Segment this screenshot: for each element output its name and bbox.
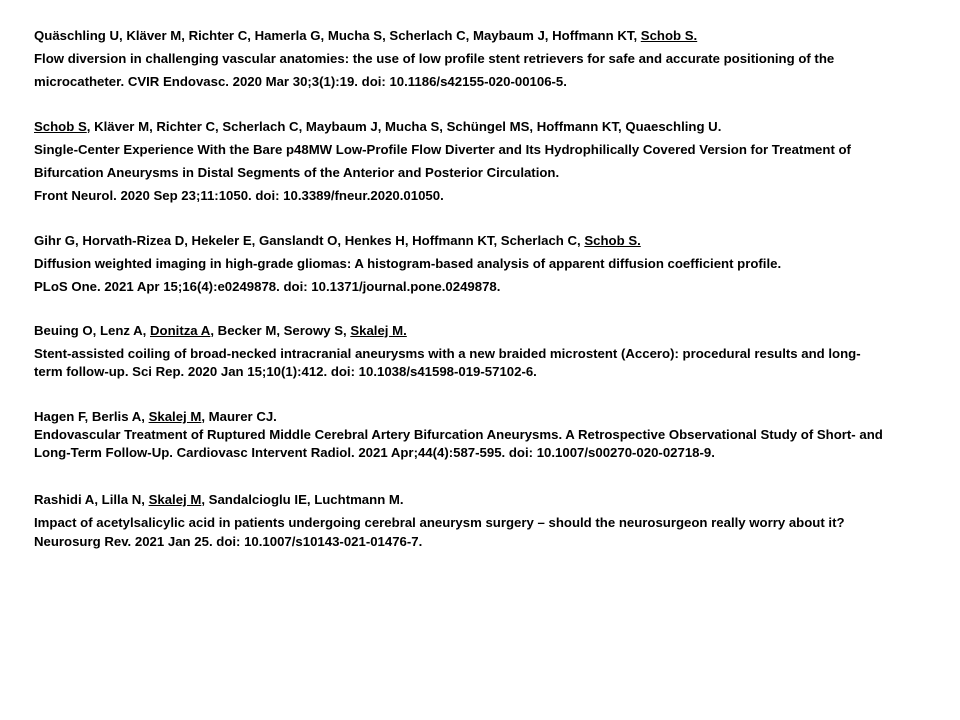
authors-text: Quäschling U, Kläver M, Richter C, Hamerla G, Mucha S, Scherlach C, Maybaum J, Hoffmann KT, [34, 28, 641, 43]
reference-authors [34, 490, 939, 510]
reference-item-2 [34, 115, 939, 207]
reference-title: Flow diversion in challenging vascular anatomies: the use of low profile stent retrievers for safe and accurate positioning of the [34, 51, 835, 66]
reference-title: Diffusion weighted imaging in high-grade gliomas: A histogram-based analysis of apparent diffusion coefficient profile. [34, 256, 782, 271]
authors-text: , Kläver M, Richter C, Scherlach C, Maybaum J, Mucha S, Schüngel MS, Hoffmann KT, Quaeschling U. [86, 119, 722, 134]
reference-item-5 [34, 408, 939, 462]
reference-list [34, 24, 939, 551]
reference-title: Single-Center Experience With the Bare p48MW Low-Profile Flow Diverter and Its Hydrophilically Covered Version for Treatment of [34, 142, 851, 157]
authors-text: Rashidi A, Lilla N, [34, 492, 149, 507]
reference-authors [34, 229, 939, 252]
reference-item-4 [34, 320, 939, 381]
highlighted-author: Skalej M. [350, 323, 407, 338]
authors-text: Beuing O, Lenz A, [34, 323, 151, 338]
reference-title: Endovascular Treatment of Ruptured Middle Cerebral Artery Bifurcation Aneurysms. A Retrospective Observational Study of Short- and [34, 427, 883, 442]
highlighted-author: Schob S. [640, 28, 698, 43]
authors-text: , Maurer CJ. [201, 409, 277, 424]
reference-citation: Long-Term Follow-Up. Cardiovasc Intervent Radiol. 2021 Apr;44(4):587-595. doi: 10.1007/s00270-020-02718-9. [34, 445, 715, 460]
authors-text: Hagen F, Berlis A, [34, 409, 149, 424]
reference-citation: Front Neurol. 2020 Sep 23;11:1050. doi: 10.3389/fneur.2020.01050. [34, 188, 444, 203]
highlighted-author: Schob S [34, 119, 87, 134]
highlighted-author: Skalej M [148, 492, 202, 507]
reference-item-3 [34, 229, 939, 298]
highlighted-author: Schob S. [584, 233, 641, 248]
reference-citation: Neurosurg Rev. 2021 Jan 25. doi: 10.1007/s10143-021-01476-7. [34, 534, 423, 549]
reference-authors [34, 320, 939, 342]
reference-item-6 [34, 490, 939, 551]
reference-authors [34, 115, 939, 138]
reference-title: Stent-assisted coiling of broad-necked intracranial aneurysms with a new braided microstent (Accero): procedural results and long- [34, 346, 861, 361]
highlighted-author: Donitza A [150, 323, 211, 338]
reference-citation: term follow-up. Sci Rep. 2020 Jan 15;10(1):412. doi: 10.1038/s41598-019-57102-6. [34, 364, 537, 379]
reference-title: Impact of acetylsalicylic acid in patients undergoing cerebral aneurysm surgery – should the neurosurgeon really worry about it? [34, 515, 845, 530]
authors-text: , Sandalcioglu IE, Luchtmann M. [201, 492, 404, 507]
reference-title-continued: Bifurcation Aneurysms in Distal Segments of the Anterior and Posterior Circulation. [34, 165, 560, 180]
reference-authors [34, 24, 939, 47]
authors-text: Gihr G, Horvath-Rizea D, Hekeler E, Ganslandt O, Henkes H, Hoffmann KT, Scherlach C, [34, 233, 585, 248]
authors-text: , Becker M, Serowy S, [210, 323, 351, 338]
highlighted-author: Skalej M [148, 409, 202, 424]
reference-item-1 [34, 24, 939, 93]
reference-citation: microcatheter. CVIR Endovasc. 2020 Mar 30;3(1):19. doi: 10.1186/s42155-020-00106-5. [34, 74, 567, 89]
reference-citation: PLoS One. 2021 Apr 15;16(4):e0249878. doi: 10.1371/journal.pone.0249878. [34, 279, 501, 294]
reference-authors [34, 408, 939, 426]
